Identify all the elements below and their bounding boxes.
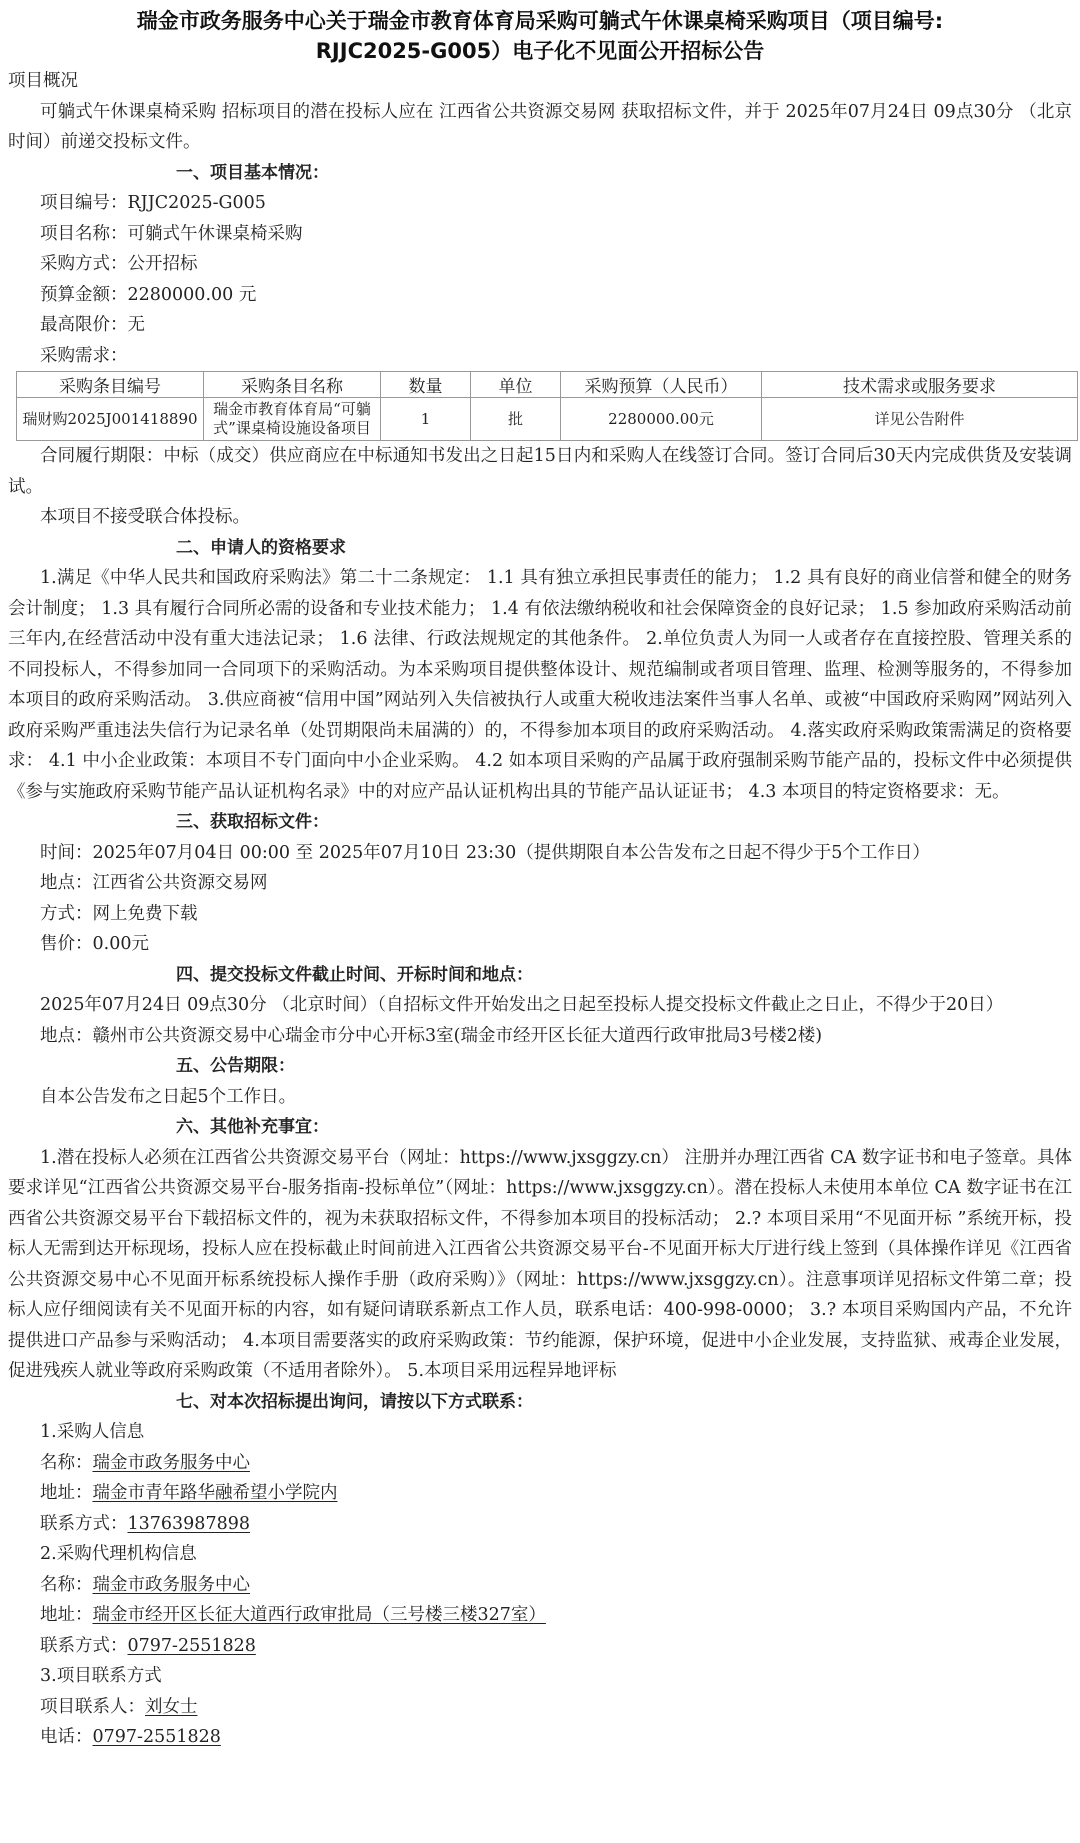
table-row — [17, 398, 1078, 441]
table-cell: 详见公告附件 — [762, 398, 1078, 441]
obtain-place: 地点：江西省公共资源交易网 — [40, 873, 268, 893]
budget-row — [8, 280, 1072, 311]
table-header: 单位 — [471, 372, 561, 398]
page-title — [8, 6, 1072, 66]
table-header: 采购条目编号 — [17, 372, 204, 398]
max-price: 无 — [127, 315, 145, 335]
agent-header: 2.采购代理机构信息 — [40, 1544, 197, 1564]
title-line-1: 瑞金市政务服务中心关于瑞金市教育体育局采购可躺式午休课桌椅采购项目（项目编号: — [136, 9, 944, 33]
project-name: 可躺式午休课桌椅采购 — [127, 223, 303, 244]
buyer-name: 瑞金市政务服务中心 — [92, 1452, 250, 1473]
max-price-row — [8, 310, 1072, 341]
section-heading-7: 七、对本次招标提出询问，请按以下方式联系： — [176, 1391, 533, 1412]
field-label: 联系方式： — [40, 1635, 128, 1656]
project-phone-row — [8, 1722, 1072, 1753]
project-contact-phone: 0797-2551828 — [92, 1727, 221, 1747]
agent-address: 瑞金市经开区长征大道西行政审批局（三号楼三楼327室） — [92, 1605, 546, 1625]
obtain-price: 售价：0.00元 — [40, 934, 149, 954]
field-label: 名称： — [40, 1452, 93, 1473]
agent-name: 瑞金市政务服务中心 — [92, 1574, 250, 1595]
section-heading-1: 一、项目基本情况： — [176, 162, 329, 183]
agent-address-row — [8, 1600, 1072, 1631]
field-label: 地址： — [40, 1605, 93, 1625]
field-label: 项目联系人： — [40, 1696, 145, 1717]
demand-table — [16, 371, 1078, 441]
field-label: 电话： — [40, 1727, 93, 1747]
field-label: 名称： — [40, 1574, 93, 1595]
buyer-address-row — [8, 1478, 1072, 1509]
field-label: 最高限价： — [40, 315, 128, 335]
section-heading-6: 六、其他补充事宜： — [176, 1117, 329, 1137]
project-contact-header: 3.项目联系方式 — [40, 1666, 162, 1686]
field-label: 采购方式： — [40, 254, 128, 274]
table-header: 采购预算（人民币） — [561, 372, 762, 398]
buyer-header: 1.采购人信息 — [40, 1422, 145, 1442]
table-cell: 瑞财购2025J001418890 — [17, 398, 204, 441]
section-heading-4: 四、提交投标文件截止时间、开标时间和地点： — [176, 964, 533, 985]
project-contact-person: 刘女士 — [145, 1696, 198, 1717]
obtain-time: 时间：2025年07月04日 00:00 至 2025年07月10日 23:30（提供期限自本公告发布之日起不得少于5个工作日） — [40, 842, 930, 863]
buyer-address: 瑞金市青年路华融希望小学院内 — [92, 1483, 338, 1503]
field-label: 地址： — [40, 1483, 93, 1503]
demand-label: 采购需求： — [40, 345, 128, 366]
table-cell: 1 — [381, 398, 471, 441]
project-code: RJJC2025-G005 — [127, 193, 266, 213]
buyer-tel-row — [8, 1509, 1072, 1540]
deadline-place: 地点：赣州市公共资源交易中心瑞金市分中心开标3室(瑞金市经开区长征大道西行政审批局3号楼2楼) — [40, 1025, 823, 1046]
budget-amount: 2280000.00 元 — [127, 284, 257, 305]
deadline-text: 2025年07月24日 09点30分 （北京时间）（自招标文件开始发出之日起至投标人提交投标文件截止之日止，不得少于20日） — [40, 995, 1004, 1015]
table-cell: 批 — [471, 398, 561, 441]
project-person-row — [8, 1692, 1072, 1723]
field-label: 联系方式： — [40, 1513, 128, 1534]
contract-term: 合同履行期限：中标（成交）供应商应在中标通知书发出之日起15日内和采购人在线签订合同。签订合同后30天内完成供货及安装调试。 — [8, 446, 1072, 497]
agent-name-row — [8, 1570, 1072, 1601]
project-code-row — [8, 188, 1072, 219]
field-label: 预算金额： — [40, 284, 128, 305]
table-cell: 2280000.00元 — [561, 398, 762, 441]
agent-tel-row — [8, 1631, 1072, 1662]
title-line-2: RJJC2025-G005）电子化不见面公开招标公告 — [315, 39, 765, 63]
overview-text: 可躺式午休课桌椅采购 招标项目的潜在投标人应在 江西省公共资源交易网 获取招标文件，并于 2025年07月24日 09点30分 （北京时间）前递交投标文件。 — [8, 101, 1072, 152]
table-header: 数量 — [381, 372, 471, 398]
overview-label: 项目概况 — [8, 71, 78, 91]
table-cell: 瑞金市教育体育局“可躺式”课桌椅设施设备项目 — [204, 398, 381, 441]
no-consortium-note: 本项目不接受联合体投标。 — [40, 507, 250, 527]
method-row — [8, 249, 1072, 280]
purchase-method: 公开招标 — [127, 254, 198, 274]
agent-phone: 0797-2551828 — [127, 1635, 256, 1656]
section-heading-5: 五、公告期限： — [176, 1056, 295, 1076]
buyer-phone: 13763987898 — [127, 1513, 250, 1534]
table-header: 采购条目名称 — [204, 372, 381, 398]
buyer-name-row — [8, 1448, 1072, 1479]
section-heading-3: 三、获取招标文件： — [176, 812, 329, 832]
table-header-row — [17, 372, 1078, 398]
table-header: 技术需求或服务要求 — [762, 372, 1078, 398]
supplement-text: 1.潜在投标人必须在江西省公共资源交易平台（网址：https://www.jxsggzy.cn） 注册并办理江西省 CA 数字证书和电子签章。具体要求详见“江西省公共资源交易平台-服务指南-投标单位”（网址：https://www.jxsggzy.cn）。潜在投标人未使用本单位 CA 数字证书在江西省公共资源交易平台下载招标文件的，视为未获取招标文件，不得参加本项目的投标活动； 2.? 本项目采用“不见面开标 ”系统开标，投标人无需到达开标现场，投标人应在投标截止时间前进入江西省公共资源交易平台-不见面开标大厅进行线上签到（具体操作详见《江西省公共资源交易中心不见面开标系统投标人操作手册（政府采购）》（网址：https://www.jxsggzy.cn）。注意事项详见招标文件第二章；投标人应仔细阅读有关不见面开标的内容，如有疑问请联系新点工作人员，联系电话：400-998-0000； 3.? 本项目采购国内产品，不允许提供进口产品参与采购活动； 4.本项目需要落实的政府采购政策：节约能源，保护环境，促进中小企业发展，支持监狱、戒毒企业发展，促进残疾人就业等政府采购政策（不适用者除外）。 5.本项目采用远程异地评标 — [8, 1147, 1072, 1381]
section-heading-2: 二、申请人的资格要求 — [176, 537, 346, 558]
obtain-mode: 方式：网上免费下载 — [40, 903, 198, 924]
field-label: 项目编号： — [40, 193, 128, 213]
notice-period: 自本公告发布之日起5个工作日。 — [40, 1086, 297, 1107]
project-name-row — [8, 219, 1072, 250]
field-label: 项目名称： — [40, 223, 128, 244]
qualification-text: 1.满足《中华人民共和国政府采购法》第二十二条规定： 1.1 具有独立承担民事责任的能力； 1.2 具有良好的商业信誉和健全的财务会计制度； 1.3 具有履行合同所必需的设备和专业技术能力； 1.4 有依法缴纳税收和社会保障资金的良好记录； 1.5 参加政府采购活动前三年内,在经营活动中没有重大违法记录； 1.6 法律、行政法规规定的其他条件。 2.单位负责人为同一人或者存在直接控股、管理关系的不同投标人，不得参加同一合同项下的采购活动。为本采购项目提供整体设计、规范编制或者项目管理、监理、检测等服务的，不得参加本项目的政府采购活动。 3.供应商被“信用中国”网站列入失信被执行人或重大税收违法案件当事人名单、或被“中国政府采购网”网站列入政府采购严重违法失信行为记录名单（处罚期限尚未届满的）的，不得参加本项目的政府采购活动。 4.落实政府采购政策需满足的资格要求： 4.1 中小企业政策：本项目不专门面向中小企业采购。 4.2 如本项目采购的产品属于政府强制采购节能产品的，投标文件中必须提供《参与实施政府采购节能产品认证机构名录》中的对应产品认证机构出具的节能产品认证证书； 4.3 本项目的特定资格要求：无。 — [8, 568, 1072, 802]
